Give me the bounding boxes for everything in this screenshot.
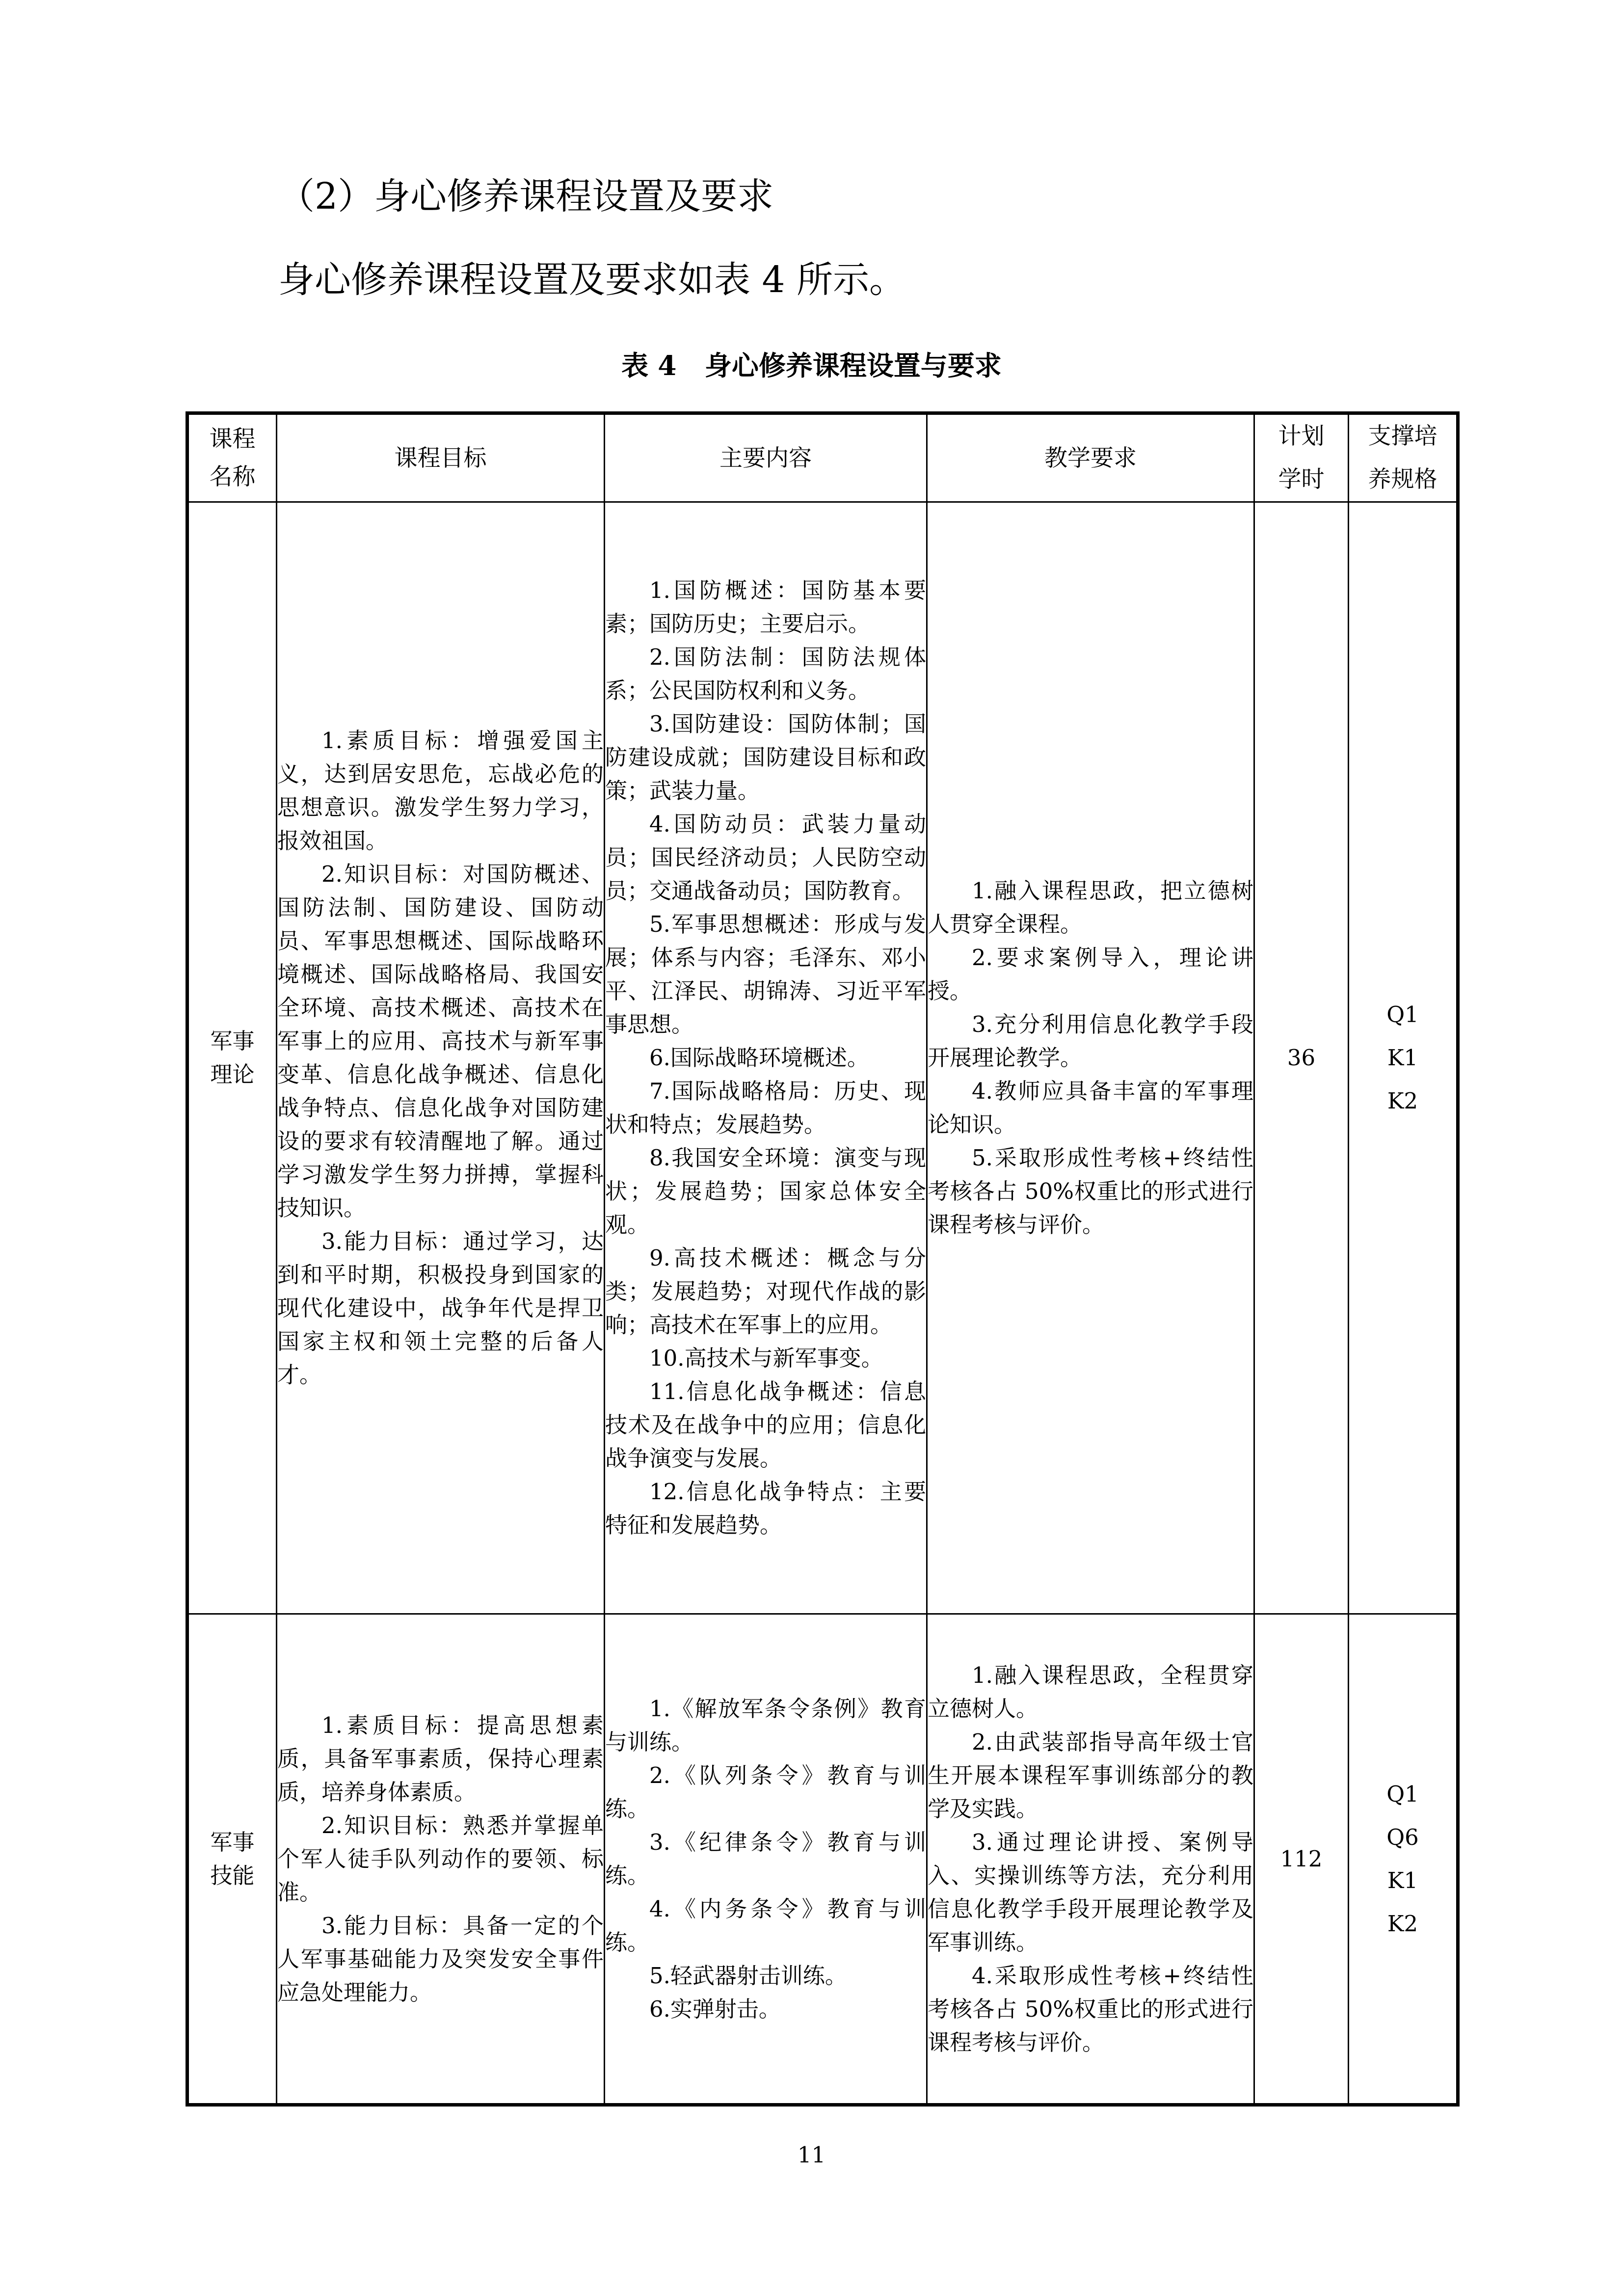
table-caption: 表 4 身心修养课程设置与要求 xyxy=(621,350,1002,381)
header-course-name xyxy=(187,413,277,502)
header-specs-line2: 养规格 xyxy=(1368,466,1437,493)
section-heading: （2）身心修养课程设置及要求 xyxy=(278,175,774,217)
header-specs-line1: 支撑培 xyxy=(1368,423,1437,450)
header-course-name-line1: 课程 xyxy=(209,426,256,453)
content-item: 8.我国安全环境：演变与现状；发展趋势；国家总体安全观。 xyxy=(605,1145,926,1238)
requirement-item: 2.由武装部指导高年级士官生开展本课程军事训练部分的教学及实践。 xyxy=(928,1729,1253,1822)
content-cell xyxy=(605,1614,927,2105)
goals-cell xyxy=(277,1614,605,2105)
requirement-item: 1.融入课程思政，全程贯穿立德树人。 xyxy=(928,1662,1253,1722)
course-name-cell xyxy=(187,502,277,1614)
content-item: 2.《队列条令》教育与训练。 xyxy=(605,1762,926,1822)
course-name-line1: 军事 xyxy=(210,1028,255,1054)
goal-item: 3.能力目标：通过学习，达到和平时期，积极投身到国家的现代化建设中，战争年代是捍卫国家主权和领土完整的后备人才。 xyxy=(277,1228,604,1388)
requirement-item: 4.教师应具备丰富的军事理论知识。 xyxy=(928,1078,1253,1137)
goal-item: 2.知识目标：熟悉并掌握单个军人徒手队列动作的要领、标准。 xyxy=(277,1812,604,1905)
page-number: 11 xyxy=(797,2142,826,2168)
content-item: 4.《内务条令》教育与训练。 xyxy=(605,1895,926,1955)
content-item: 12.信息化战争特点：主要特征和发展趋势。 xyxy=(605,1479,926,1538)
content-item: 5.轻武器射击训练。 xyxy=(649,1962,847,1989)
content-item: 7.国际战略格局：历史、现状和特点；发展趋势。 xyxy=(605,1078,926,1137)
content-item: 3.国防建设：国防体制；国防建设成就；国防建设目标和政策；武装力量。 xyxy=(605,711,926,804)
spec-code: K1 xyxy=(1387,1045,1418,1071)
intro-text: 身心修养课程设置及要求如表 4 所示。 xyxy=(278,259,906,301)
table-header-row xyxy=(187,413,1458,502)
goal-item: 1.素质目标：提高思想素质，具备军事素质，保持心理素质，培养身体素质。 xyxy=(277,1712,604,1805)
content-item: 6.实弹射击。 xyxy=(649,1996,781,2022)
course-name-line2: 技能 xyxy=(210,1862,255,1889)
requirements-cell xyxy=(927,1614,1254,2105)
header-goals: 课程目标 xyxy=(277,413,605,502)
goal-item: 3.能力目标：具备一定的个人军事基础能力及突发安全事件应急处理能力。 xyxy=(277,1912,604,2005)
table-row xyxy=(187,1614,1458,2105)
course-name-line1: 军事 xyxy=(210,1829,255,1855)
requirement-item: 1.融入课程思政，把立德树人贯穿全课程。 xyxy=(928,878,1253,937)
requirement-item: 2.要求案例导入，理论讲授。 xyxy=(928,945,1253,1004)
spec-code: Q1 xyxy=(1386,1781,1419,1807)
requirement-item: 4.采取形成性考核+终结性考核各占 50%权重比的形式进行课程考核与评价。 xyxy=(928,1962,1253,2055)
header-course-name-line2: 名称 xyxy=(209,463,256,490)
requirement-item: 3.充分利用信息化教学手段开展理论教学。 xyxy=(928,1011,1253,1071)
spec-code: K2 xyxy=(1387,1910,1418,1937)
course-name-line2: 理论 xyxy=(210,1061,255,1087)
goal-item: 2.知识目标：对国防概述、国防法制、国防建设、国防动员、军事思想概述、国际战略环境概述、国际战略格局、我国安全环境、高技术概述、高技术在军事上的应用、高技术与新军事变革、信息化战争概述、信息化战争特点、信息化战争对国防建设的要求有较清醒地了解。通过学习激发学生努力拼搏，掌握科技知识。 xyxy=(277,861,604,1221)
specs-cell xyxy=(1349,502,1458,1614)
header-content: 主要内容 xyxy=(605,413,927,502)
content-item: 1.国防概述：国防基本要素；国防历史；主要启示。 xyxy=(605,577,926,637)
spec-code: K2 xyxy=(1387,1088,1418,1114)
header-hours xyxy=(1254,413,1349,502)
hours-cell: 36 xyxy=(1254,502,1349,1614)
requirement-item: 5.采取形成性考核+终结性考核各占 50%权重比的形式进行课程考核与评价。 xyxy=(928,1145,1253,1238)
goals-cell xyxy=(277,502,605,1614)
content-item: 11.信息化战争概述：信息技术及在战争中的应用；信息化战争演变与发展。 xyxy=(605,1378,926,1471)
course-name-cell xyxy=(187,1614,277,2105)
spec-code: Q1 xyxy=(1386,1001,1419,1027)
header-hours-line1: 计划 xyxy=(1278,423,1325,450)
table-row xyxy=(187,502,1458,1614)
goal-item: 1.素质目标：增强爱国主义，达到居安思危，忘战必危的思想意识。激发学生努力学习，报效祖国。 xyxy=(277,728,604,854)
content-item: 10.高技术与新军事变。 xyxy=(649,1345,883,1371)
hours-cell: 112 xyxy=(1254,1614,1349,2105)
content-item: 9.高技术概述：概念与分类；发展趋势；对现代作战的影响；高技术在军事上的应用。 xyxy=(605,1245,926,1338)
content-item: 4.国防动员：武装力量动员；国民经济动员；人民防空动员；交通战备动员；国防教育。 xyxy=(605,811,926,904)
content-item: 6.国际战略环境概述。 xyxy=(649,1045,869,1071)
content-item: 1.《解放军条令条例》教育与训练。 xyxy=(605,1695,926,1755)
requirements-cell xyxy=(927,502,1254,1614)
header-specs xyxy=(1349,413,1458,502)
spec-code: Q6 xyxy=(1386,1824,1419,1850)
header-hours-line2: 学时 xyxy=(1278,466,1325,493)
content-item: 3.《纪律条令》教育与训练。 xyxy=(605,1829,926,1889)
course-table xyxy=(186,411,1460,2107)
content-cell xyxy=(605,502,927,1614)
spec-code: K1 xyxy=(1387,1867,1418,1893)
content-item: 2.国防法制：国防法规体系；公民国防权利和义务。 xyxy=(605,644,926,703)
specs-cell xyxy=(1349,1614,1458,2105)
content-item: 5.军事思想概述：形成与发展；体系与内容；毛泽东、邓小平、江泽民、胡锦涛、习近平军事思想。 xyxy=(605,911,926,1037)
requirement-item: 3.通过理论讲授、案例导入、实操训练等方法，充分利用信息化教学手段开展理论教学及军事训练。 xyxy=(928,1829,1253,1955)
header-requirements: 教学要求 xyxy=(927,413,1254,502)
